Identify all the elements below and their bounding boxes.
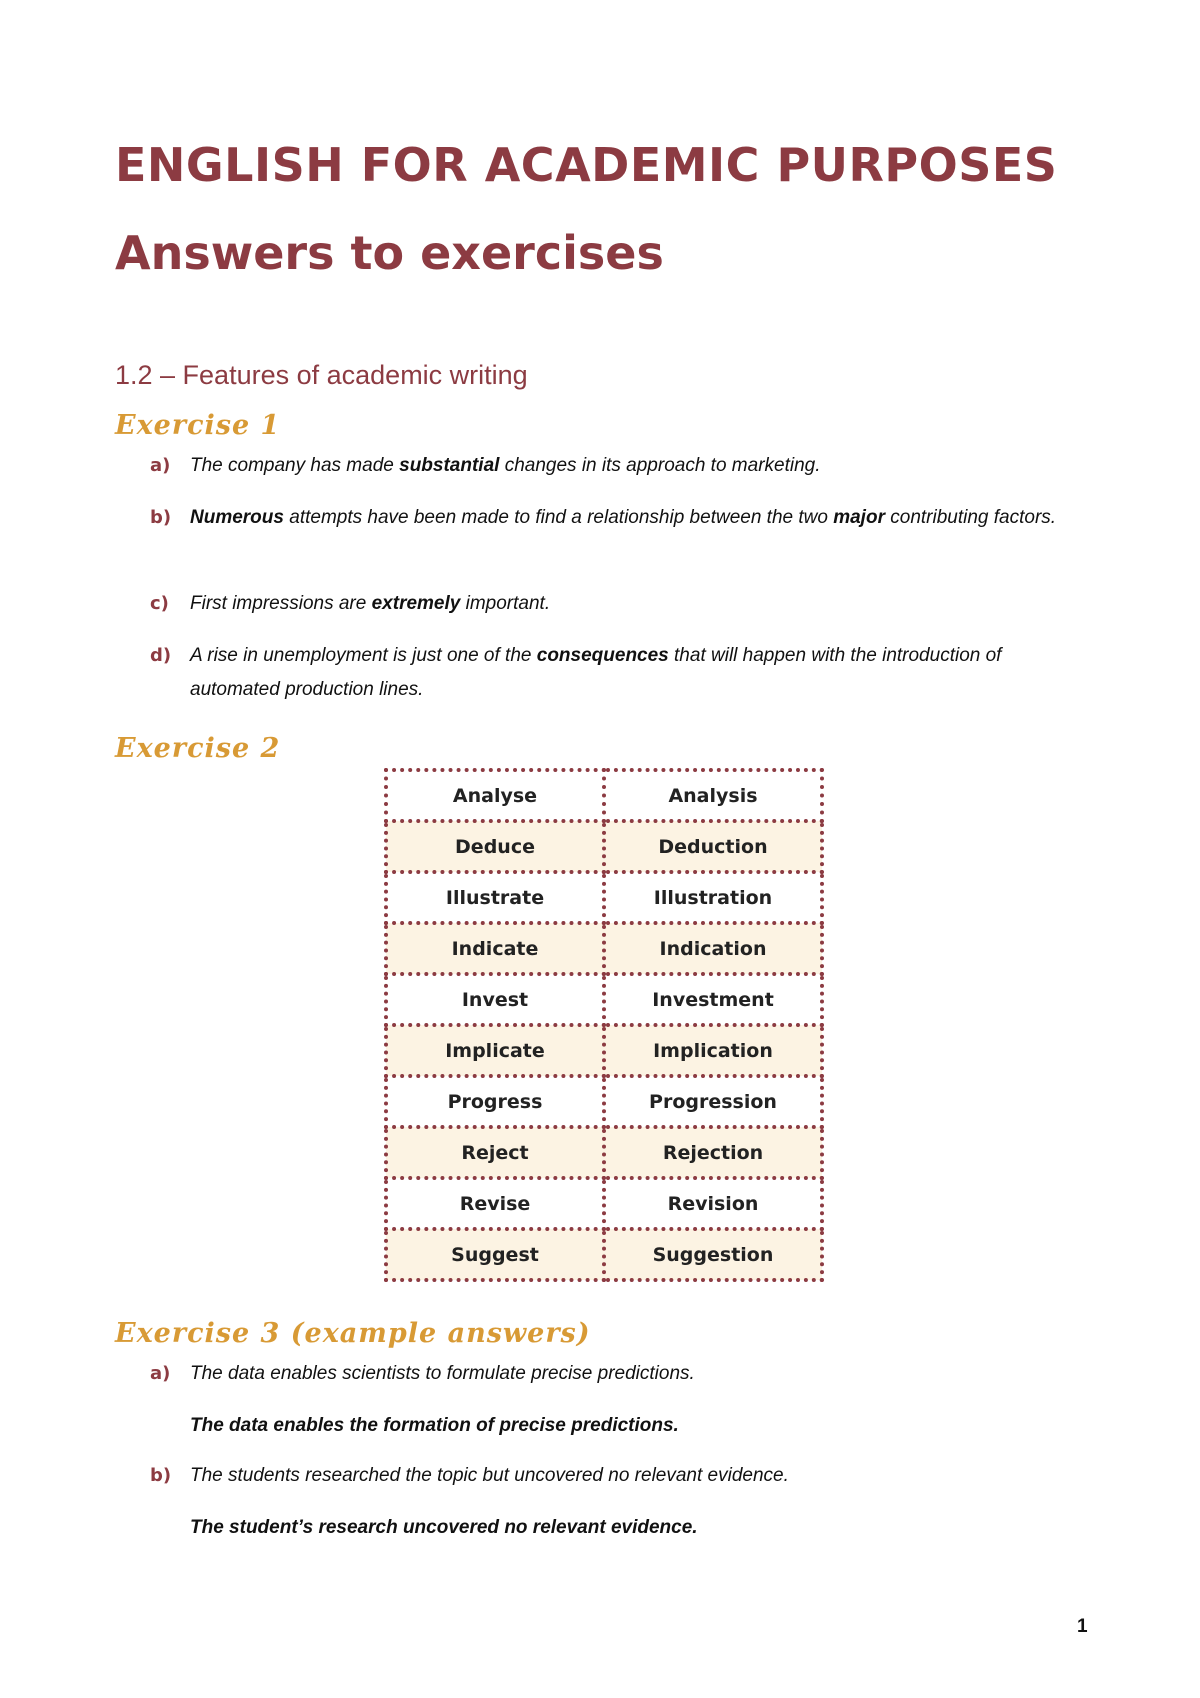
- verb-cell: Analyse: [386, 770, 604, 821]
- bold-answer-word: consequences: [536, 645, 669, 666]
- document-subtitle: Answers to exercises: [115, 226, 664, 280]
- noun-cell: Indication: [604, 923, 822, 974]
- table-row: [386, 872, 822, 923]
- exercise-1-item-a: [150, 449, 1070, 483]
- sentence-fragment: that will happen with the introduction of automated production lines.: [190, 645, 1002, 700]
- item-text: [190, 639, 1070, 707]
- word-forms-table: [384, 768, 824, 1282]
- table-row: [386, 1076, 822, 1127]
- item-marker: a): [150, 1363, 171, 1384]
- sentence-fragment: First impressions are: [190, 593, 372, 614]
- noun-cell: Suggestion: [604, 1229, 822, 1280]
- verb-cell: Suggest: [386, 1229, 604, 1280]
- noun-cell: Progression: [604, 1076, 822, 1127]
- bold-answer-word: major: [833, 507, 885, 528]
- exercise-3-item-a: [150, 1357, 1070, 1391]
- verb-cell: Deduce: [386, 821, 604, 872]
- exercise-3-answer-b: The student’s research uncovered no relevant evidence.: [190, 1517, 698, 1538]
- noun-cell: Implication: [604, 1025, 822, 1076]
- verb-cell: Progress: [386, 1076, 604, 1127]
- item-marker: b): [150, 1465, 172, 1486]
- item-marker: a): [150, 455, 171, 476]
- bold-answer-word: extremely: [371, 593, 461, 614]
- exercise-1-item-d: [150, 639, 1070, 707]
- noun-cell: Deduction: [604, 821, 822, 872]
- exercise-3-item-b: [150, 1459, 1070, 1493]
- table-row: [386, 923, 822, 974]
- noun-cell: Analysis: [604, 770, 822, 821]
- sentence-fragment: The company has made: [190, 455, 400, 476]
- exercise-1-item-b: [150, 501, 1070, 535]
- exercise-1-heading: Exercise 1: [115, 410, 281, 441]
- table-row: [386, 974, 822, 1025]
- item-marker: c): [150, 593, 169, 614]
- exercise-1-item-c: [150, 587, 1070, 621]
- item-text: [190, 449, 1070, 483]
- page-number: 1: [1077, 1616, 1088, 1637]
- bold-answer-word: substantial: [399, 455, 500, 476]
- verb-cell: Invest: [386, 974, 604, 1025]
- verb-cell: Illustrate: [386, 872, 604, 923]
- verb-cell: Revise: [386, 1178, 604, 1229]
- noun-cell: Investment: [604, 974, 822, 1025]
- bold-answer-word: Numerous: [190, 507, 284, 528]
- item-marker: b): [150, 507, 172, 528]
- exercise-3-heading: Exercise 3 (example answers): [115, 1318, 591, 1349]
- item-original-sentence: The data enables scientists to formulate precise predictions.: [190, 1363, 695, 1384]
- verb-cell: Indicate: [386, 923, 604, 974]
- exercise-3-answer-a: The data enables the formation of precise predictions.: [190, 1415, 679, 1436]
- item-text: [190, 587, 1070, 621]
- item-original-sentence: The students researched the topic but uncovered no relevant evidence.: [190, 1465, 789, 1486]
- verb-cell: Implicate: [386, 1025, 604, 1076]
- noun-cell: Revision: [604, 1178, 822, 1229]
- sentence-fragment: changes in its approach to marketing.: [499, 455, 821, 476]
- table-row: [386, 770, 822, 821]
- table-row: [386, 821, 822, 872]
- table-row: [386, 1178, 822, 1229]
- document-title: ENGLISH FOR ACADEMIC PURPOSES: [115, 138, 1058, 192]
- exercise-2-heading: Exercise 2: [115, 733, 281, 764]
- table-row: [386, 1025, 822, 1076]
- table-row: [386, 1127, 822, 1178]
- section-heading: 1.2 – Features of academic writing: [115, 360, 528, 390]
- verb-cell: Reject: [386, 1127, 604, 1178]
- sentence-fragment: contributing factors.: [884, 507, 1057, 528]
- item-text: [190, 501, 1070, 535]
- sentence-fragment: attempts have been made to find a relationship between the two: [283, 507, 834, 528]
- noun-cell: Illustration: [604, 872, 822, 923]
- sentence-fragment: A rise in unemployment is just one of the: [190, 645, 537, 666]
- item-marker: d): [150, 645, 172, 666]
- noun-cell: Rejection: [604, 1127, 822, 1178]
- sentence-fragment: important.: [460, 593, 551, 614]
- table-row: [386, 1229, 822, 1280]
